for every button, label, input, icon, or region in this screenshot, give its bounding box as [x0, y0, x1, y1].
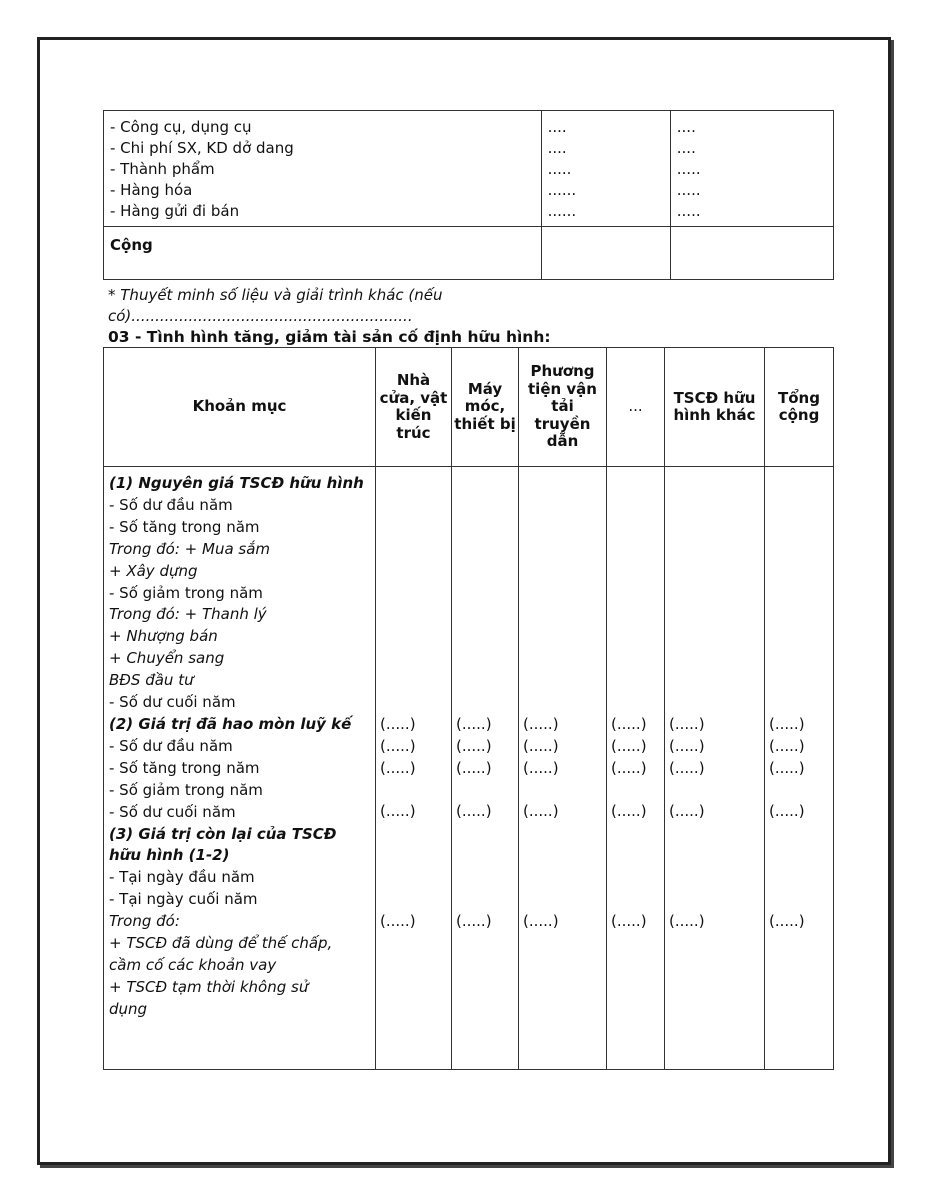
empty-line [456, 670, 514, 692]
empty-line [380, 867, 447, 889]
row-label: - Số dư đầu năm [109, 736, 233, 755]
empty-line [669, 539, 760, 561]
value-cell: ..... [676, 160, 701, 178]
empty-line [611, 517, 660, 539]
table-row [104, 467, 834, 1070]
empty-line [380, 604, 447, 626]
empty-line [523, 582, 602, 604]
placeholder-value: (.....) [669, 714, 705, 733]
empty-line [669, 582, 760, 604]
group-heading: (3) Giá trị còn lại của TSCĐ hữu hình (1-2) [109, 824, 337, 865]
empty-line [456, 889, 514, 911]
empty-line [769, 648, 829, 670]
empty-line [669, 561, 760, 583]
empty-line [523, 889, 602, 911]
total-label: Cộng [104, 227, 542, 280]
empty-line [456, 561, 514, 583]
empty-line [611, 495, 660, 517]
placeholder-value: (.....) [523, 758, 559, 777]
empty-line [611, 780, 660, 802]
empty-line [523, 539, 602, 561]
empty-line [669, 648, 760, 670]
empty-line [456, 582, 514, 604]
row-label: - Số dư đầu năm [109, 495, 233, 514]
empty-line [611, 539, 660, 561]
inventory-labels-cell [104, 111, 542, 227]
empty-line [523, 561, 602, 583]
value-cell: .... [547, 118, 567, 136]
section-title: 03 - Tình hình tăng, giảm tài sản cố định hữu hình: [108, 328, 551, 346]
empty-line [611, 626, 660, 648]
empty-line [669, 604, 760, 626]
row-label: - Số giảm trong năm [109, 583, 263, 602]
group-heading: (2) Giá trị đã hao mòn luỹ kế [109, 714, 352, 733]
empty-line [523, 692, 602, 714]
placeholder-value: (.....) [380, 802, 416, 821]
value-cell: ..... [547, 160, 572, 178]
buildings-column [376, 467, 452, 1070]
empty-line [523, 473, 602, 495]
empty-line [523, 648, 602, 670]
empty-line [611, 889, 660, 911]
row-label: Trong đó: [109, 912, 180, 931]
total-col2 [670, 227, 833, 280]
placeholder-value: (.....) [456, 802, 492, 821]
row-label: Trong đó: + Thanh lý [109, 605, 267, 624]
row-label: + Xây dựng [109, 561, 198, 580]
empty-line [611, 473, 660, 495]
machinery-column [452, 467, 519, 1070]
placeholder-value: (.....) [769, 911, 805, 930]
empty-line [669, 517, 760, 539]
empty-line [769, 495, 829, 517]
placeholder-value: (.....) [456, 758, 492, 777]
placeholder-value: (.....) [611, 802, 647, 821]
value-cell: .... [676, 139, 696, 157]
empty-line [456, 495, 514, 517]
empty-line [669, 473, 760, 495]
placeholder-value: (.....) [669, 911, 705, 930]
empty-line [380, 561, 447, 583]
empty-line [611, 604, 660, 626]
placeholder-value: (.....) [380, 714, 416, 733]
empty-line [523, 604, 602, 626]
placeholder-value: (.....) [456, 736, 492, 755]
row-label: - Số dư cuối năm [109, 802, 236, 821]
empty-line [523, 495, 602, 517]
empty-line [523, 626, 602, 648]
placeholder-value: (.....) [380, 736, 416, 755]
total-column [765, 467, 834, 1070]
placeholder-value: (.....) [769, 758, 805, 777]
empty-line [669, 670, 760, 692]
fixed-asset-table [103, 347, 834, 1070]
empty-line [380, 889, 447, 911]
value-cell: ..... [676, 181, 701, 199]
placeholder-value: (.....) [669, 802, 705, 821]
header-item: Khoản mục [104, 348, 376, 467]
header-other: TSCĐ hữu hình khác [665, 348, 765, 467]
placeholder-value: (.....) [523, 736, 559, 755]
value-cell: .... [676, 118, 696, 136]
value-cell: ...... [547, 202, 577, 220]
placeholder-value: (.....) [380, 911, 416, 930]
empty-line [523, 823, 602, 845]
item-column [104, 467, 376, 1070]
empty-line [611, 582, 660, 604]
list-item: - Công cụ, dụng cụ [110, 118, 252, 136]
empty-line [380, 495, 447, 517]
empty-line [456, 539, 514, 561]
empty-line [456, 648, 514, 670]
empty-line [769, 604, 829, 626]
empty-line [669, 823, 760, 845]
empty-line [611, 823, 660, 845]
placeholder-value: (.....) [380, 758, 416, 777]
empty-line [669, 495, 760, 517]
empty-line [769, 539, 829, 561]
row-label: + TSCĐ đã dùng để thế chấp, cầm cố các khoản vay [109, 934, 333, 974]
table-row [104, 111, 834, 227]
list-item: - Chi phí SX, KD dở dang [110, 139, 294, 157]
placeholder-value: (.....) [611, 911, 647, 930]
empty-line [611, 648, 660, 670]
value-cell: ..... [676, 202, 701, 220]
list-item: - Thành phẩm [110, 160, 215, 178]
explanatory-note: * Thuyết minh số liệu và giải trình khác (nếu có)........................................................... [108, 286, 443, 325]
empty-line [523, 845, 602, 867]
empty-line [769, 561, 829, 583]
empty-line [380, 626, 447, 648]
placeholder-value: (.....) [523, 714, 559, 733]
empty-line [769, 845, 829, 867]
row-label: - Số giảm trong năm [109, 780, 263, 799]
placeholder-value: (.....) [523, 911, 559, 930]
ellipsis-column [607, 467, 665, 1070]
empty-line [380, 670, 447, 692]
placeholder-value: (.....) [456, 714, 492, 733]
empty-line [380, 845, 447, 867]
empty-line [380, 823, 447, 845]
placeholder-value: (.....) [611, 758, 647, 777]
row-label: + Chuyển sang BĐS đầu tư [109, 649, 225, 690]
row-label: - Số tăng trong năm [109, 758, 260, 777]
empty-line [769, 473, 829, 495]
value-cell: ...... [547, 181, 577, 199]
placeholder-value: (.....) [669, 758, 705, 777]
row-label: - Tại ngày cuối năm [109, 890, 258, 909]
placeholder-value: (.....) [769, 802, 805, 821]
empty-line [456, 517, 514, 539]
placeholder-value: (.....) [669, 736, 705, 755]
header-total: Tổng cộng [765, 348, 834, 467]
empty-line [456, 604, 514, 626]
header-buildings: Nhà cửa, vật kiến trúc [376, 348, 452, 467]
empty-line [611, 867, 660, 889]
placeholder-value: (.....) [523, 802, 559, 821]
inventory-table [103, 110, 834, 280]
empty-line [456, 867, 514, 889]
other-column [665, 467, 765, 1070]
empty-line [456, 780, 514, 802]
empty-line [669, 867, 760, 889]
list-item: - Hàng gửi đi bán [110, 202, 240, 220]
empty-line [380, 473, 447, 495]
placeholder-value: (.....) [456, 911, 492, 930]
row-label: + TSCĐ tạm thời không sử dụng [109, 977, 309, 1018]
list-item: - Hàng hóa [110, 181, 193, 199]
empty-line [523, 780, 602, 802]
empty-line [611, 561, 660, 583]
empty-line [669, 692, 760, 714]
empty-line [456, 473, 514, 495]
empty-line [669, 780, 760, 802]
empty-line [380, 517, 447, 539]
header-ellipsis: ... [607, 348, 665, 467]
empty-line [523, 517, 602, 539]
placeholder-value: (.....) [769, 736, 805, 755]
placeholder-value: (.....) [611, 714, 647, 733]
row-label: - Tại ngày đầu năm [109, 868, 255, 887]
empty-line [769, 867, 829, 889]
empty-line [769, 889, 829, 911]
row-label: Trong đó: + Mua sắm [109, 539, 271, 558]
empty-line [611, 845, 660, 867]
empty-line [769, 670, 829, 692]
empty-line [380, 692, 447, 714]
empty-line [523, 670, 602, 692]
header-vehicles: Phương tiện vận tải truyền dẫn [519, 348, 607, 467]
empty-line [669, 845, 760, 867]
empty-line [769, 780, 829, 802]
empty-line [380, 780, 447, 802]
placeholder-value: (.....) [611, 736, 647, 755]
row-label: + Nhượng bán [109, 627, 218, 646]
empty-line [669, 626, 760, 648]
empty-line [769, 823, 829, 845]
empty-line [380, 648, 447, 670]
empty-line [456, 626, 514, 648]
inventory-col1-cell [541, 111, 670, 227]
empty-line [769, 692, 829, 714]
header-row [104, 348, 834, 467]
empty-line [456, 692, 514, 714]
group-heading: (1) Nguyên giá TSCĐ hữu hình [109, 474, 364, 492]
empty-line [769, 517, 829, 539]
header-machinery: Máy móc, thiết bị [452, 348, 519, 467]
empty-line [769, 626, 829, 648]
value-cell: .... [547, 139, 567, 157]
inventory-col2-cell [670, 111, 833, 227]
placeholder-value: (.....) [769, 714, 805, 733]
row-label: - Số tăng trong năm [109, 517, 260, 536]
empty-line [611, 692, 660, 714]
total-row [104, 227, 834, 280]
row-label: - Số dư cuối năm [109, 693, 236, 712]
empty-line [456, 823, 514, 845]
empty-line [380, 539, 447, 561]
empty-line [669, 889, 760, 911]
empty-line [523, 867, 602, 889]
empty-line [456, 845, 514, 867]
total-col1 [541, 227, 670, 280]
vehicles-column [519, 467, 607, 1070]
empty-line [611, 670, 660, 692]
empty-line [380, 582, 447, 604]
empty-line [769, 582, 829, 604]
